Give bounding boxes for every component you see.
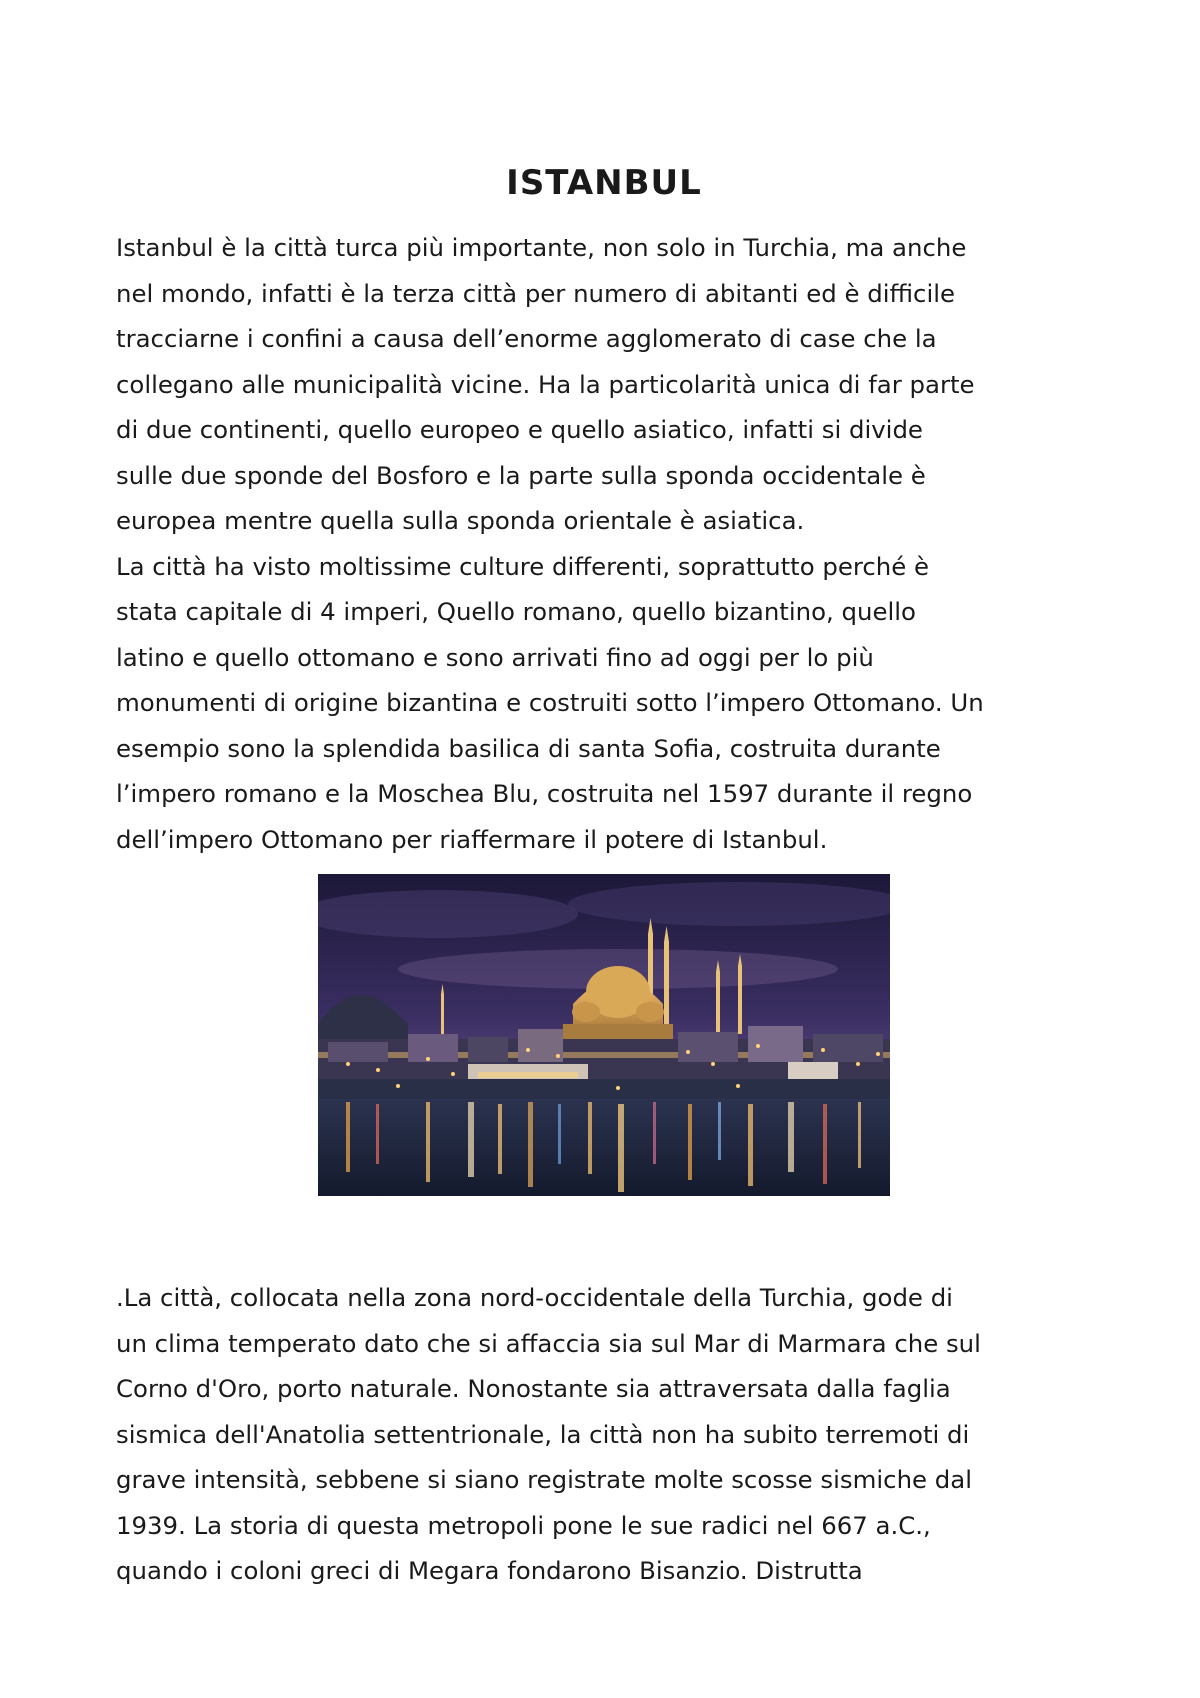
text-line: nel mondo, infatti è la terza città per numero di abitanti ed è difficile bbox=[116, 278, 956, 308]
paragraph-block-2 bbox=[116, 1275, 1116, 1594]
text-line: un clima temperato dato che si affaccia sia sul Mar di Marmara che sul bbox=[116, 1328, 981, 1358]
text-line: Corno d'Oro, porto naturale. Nonostante sia attraversata dalla faglia bbox=[116, 1374, 951, 1403]
istanbul-night-photo bbox=[318, 874, 890, 1196]
text-line: sulle due sponde del Bosforo e la parte sulla sponda occidentale è bbox=[116, 460, 926, 490]
text-line: sismica dell'Anatolia settentrionale, la città non ha subito terremoti di bbox=[116, 1419, 970, 1449]
text-line: europea mentre quella sulla sponda orientale è asiatica. bbox=[116, 506, 805, 535]
page-title: ISTANBUL bbox=[506, 163, 702, 203]
text-line: La città ha visto moltissime culture differenti, soprattutto perché è bbox=[116, 551, 930, 581]
text-line: collegano alle municipalità vicine. Ha la particolarità unica di far parte bbox=[116, 369, 975, 399]
text-line: esempio sono la splendida basilica di santa Sofia, costruita durante bbox=[116, 733, 941, 763]
text-line: latino e quello ottomano e sono arrivati fino ad oggi per lo più bbox=[116, 642, 874, 672]
text-line: monumenti di origine bizantina e costruiti sotto l’impero Ottomano. Un bbox=[116, 688, 984, 717]
paragraph-block-1 bbox=[116, 225, 1116, 862]
text-line: di due continenti, quello europeo e quello asiatico, infatti si divide bbox=[116, 415, 923, 444]
text-line: 1939. La storia di questa metropoli pone le sue radici nel 667 a.C., bbox=[116, 1510, 931, 1540]
text-line: tracciarne i confini a causa dell’enorme agglomerato di case che la bbox=[116, 324, 937, 353]
text-line: Istanbul è la città turca più importante, non solo in Turchia, ma anche bbox=[116, 233, 967, 262]
text-line: stata capitale di 4 imperi, Quello romano, quello bizantino, quello bbox=[116, 597, 916, 626]
text-line: grave intensità, sebbene si siano registrate molte scosse sismiche dal bbox=[116, 1465, 972, 1494]
text-line: .La città, collocata nella zona nord-occidentale della Turchia, gode di bbox=[116, 1283, 953, 1312]
text-line: dell’impero Ottomano per riaffermare il potere di Istanbul. bbox=[116, 824, 828, 854]
text-line: l’impero romano e la Moschea Blu, costruita nel 1597 durante il regno bbox=[116, 779, 973, 808]
text-line: quando i coloni greci di Megara fondarono Bisanzio. Distrutta bbox=[116, 1556, 863, 1585]
